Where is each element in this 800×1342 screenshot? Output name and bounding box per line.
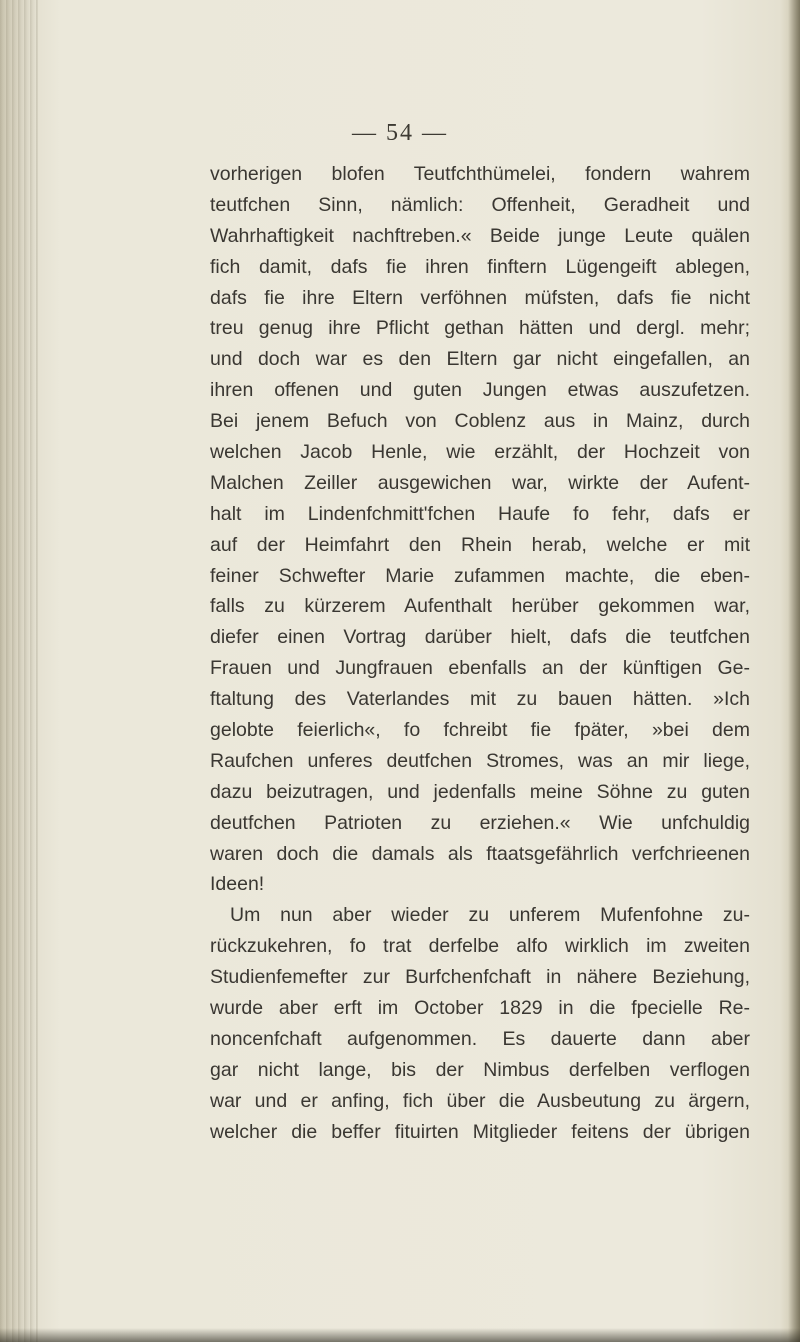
text-line: fich damit, dafs fie ihren finftern Lügengeift ablegen, xyxy=(210,255,750,278)
paragraph-2 xyxy=(210,900,750,1147)
text-line: welchen Jacob Henle, wie erzählt, der Hochzeit von xyxy=(210,441,750,464)
text-line: Um nun aber wieder zu unferem Mufenfohne zu- xyxy=(230,904,750,927)
text-line: gelobte feierlich«, fo fchreibt fie fpäter, »bei dem xyxy=(210,719,750,742)
text-line: und doch war es den Eltern gar nicht eingefallen, an xyxy=(210,348,750,371)
text-line: diefer einen Vortrag darüber hielt, dafs die teutfchen xyxy=(210,626,750,649)
text-line: vorherigen blofen Teutfchthümelei, fondern wahrem xyxy=(210,163,750,185)
text-line: halt im Lindenfchmitt'fchen Haufe fo fehr, dafs er xyxy=(210,502,750,525)
text-line: teutfchen Sinn, nämlich: Offenheit, Geradheit und xyxy=(210,193,750,216)
text-line: ihren offenen und guten Jungen etwas auszufetzen. xyxy=(210,379,750,402)
page-number: — 54 — xyxy=(352,120,448,146)
page-edge-shadow xyxy=(788,0,800,1342)
binding-gutter xyxy=(0,0,38,1342)
text-line: Wahrhaftigkeit nachftreben.« Beide junge Leute quälen xyxy=(210,224,750,247)
text-line: wurde aber erft im October 1829 in die fpecielle Re- xyxy=(210,997,750,1020)
text-line: Raufchen unferes deutfchen Stromes, was an mir liege, xyxy=(210,749,750,772)
text-line: auf der Heimfahrt den Rhein herab, welche er mit xyxy=(210,533,750,556)
text-line: welcher die beffer fituirten Mitglieder feitens der übrigen xyxy=(210,1120,750,1143)
text-line: ftaltung des Vaterlandes mit zu bauen hätten. »Ich xyxy=(210,688,750,711)
text-line: gar nicht lange, bis der Nimbus derfelben verflogen xyxy=(210,1058,750,1081)
text-line: deutfchen Patrioten zu erziehen.« Wie unfchuldig xyxy=(210,811,750,834)
paragraph-1 xyxy=(210,159,750,900)
text-line: noncenfchaft aufgenommen. Es dauerte dann aber xyxy=(210,1027,750,1050)
text-line: Studienfemefter zur Burfchenfchaft in nähere Beziehung, xyxy=(210,966,750,989)
text-line: Frauen und Jungfrauen ebenfalls an der künftigen Ge- xyxy=(210,657,750,680)
text-line: Bei jenem Befuch von Coblenz aus in Mainz, durch xyxy=(210,410,750,433)
text-line: falls zu kürzerem Aufenthalt herüber gekommen war, xyxy=(210,595,750,618)
text-line: waren doch die damals als ftaatsgefährlich verfchrieenen xyxy=(210,842,750,865)
text-line: rückzukehren, fo trat derfelbe alfo wirklich im zweiten xyxy=(210,935,750,958)
text-line: dafs fie ihre Eltern verföhnen müfsten, dafs fie nicht xyxy=(210,286,750,309)
page-bottom-edge xyxy=(0,1328,800,1342)
text-line: Ideen! xyxy=(210,873,265,896)
text-line: Malchen Zeiller ausgewichen war, wirkte der Aufent- xyxy=(210,471,750,494)
body-text xyxy=(210,159,750,1148)
text-line: dazu beizutragen, und jedenfalls meine Söhne zu guten xyxy=(210,780,750,803)
text-line: war und er anfing, fich über die Ausbeutung zu ärgern, xyxy=(210,1089,750,1112)
text-line: treu genug ihre Pflicht gethan hätten und dergl. mehr; xyxy=(210,317,750,340)
text-line: feiner Schwefter Marie zufammen machte, die eben- xyxy=(210,564,750,587)
